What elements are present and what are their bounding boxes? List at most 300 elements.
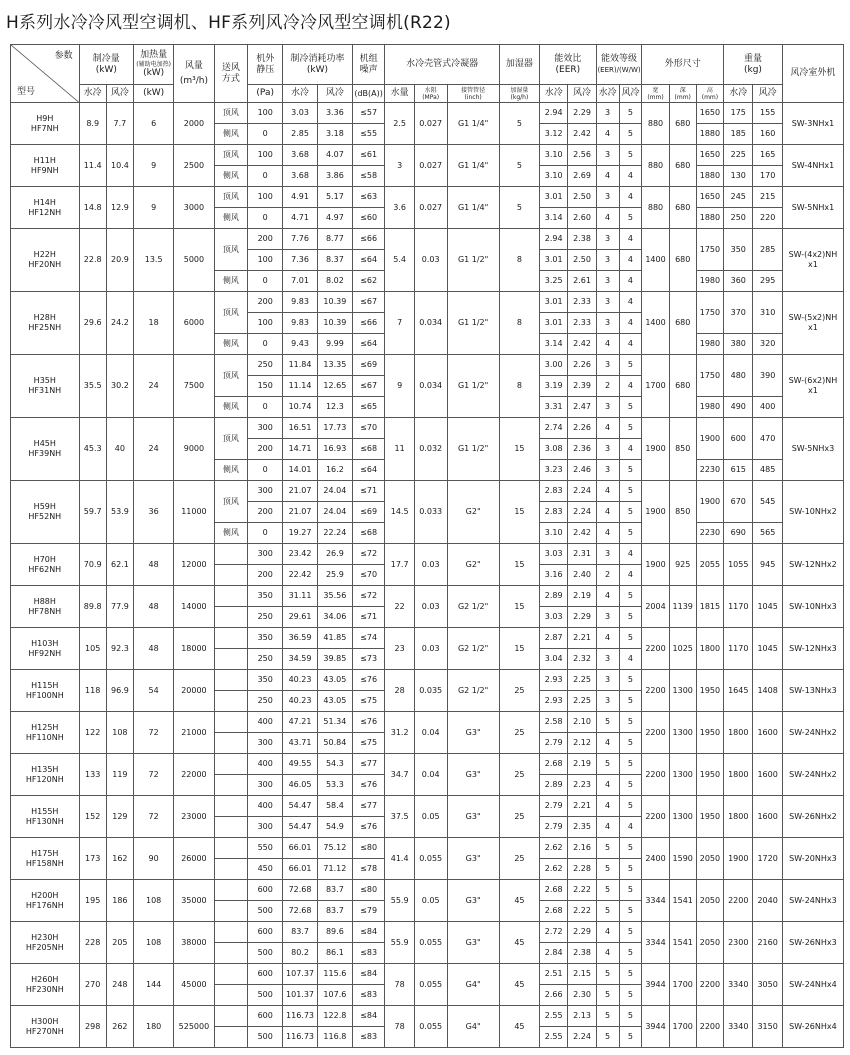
static-pressure-header: 机外 静压 <box>248 45 283 85</box>
table-row <box>11 838 844 859</box>
outdoor-unit-cell: SW-4NHx1 <box>782 145 843 187</box>
power-air-cell: 43.05 <box>317 691 352 712</box>
airflow-cell: 9000 <box>174 418 214 481</box>
eer-air-cell: 2.22 <box>568 901 596 922</box>
power-water-cell: 47.21 <box>283 712 318 733</box>
static-pressure-cell: 500 <box>248 1027 283 1048</box>
height-cell: 1750 <box>696 229 723 271</box>
cooling-water-cell: 133 <box>79 754 106 796</box>
power-water-cell: 36.59 <box>283 628 318 649</box>
grade-air-cell: 5 <box>619 880 642 901</box>
depth-cell: 1300 <box>669 670 696 712</box>
supply-mode-cell <box>214 859 248 880</box>
grade-air-cell: 4 <box>619 313 642 334</box>
power-header: 制冷消耗功率 (kW) <box>283 45 353 85</box>
eer-water-cell: 2.66 <box>540 985 568 1006</box>
cooling-air-header: 风冷 <box>106 85 133 103</box>
power-water-cell: 80.2 <box>283 943 318 964</box>
power-water-cell: 40.23 <box>283 670 318 691</box>
cooling-water-cell: 173 <box>79 838 106 880</box>
water-resistance-cell: 0.05 <box>414 796 447 838</box>
power-air-cell: 71.12 <box>317 859 352 880</box>
static-pressure-cell: 500 <box>248 985 283 1006</box>
noise-header: 机组 噪声 <box>352 45 385 85</box>
humidifier-cell: 45 <box>499 880 539 922</box>
weight-air-cell: 165 <box>753 145 782 166</box>
static-pressure-cell: 0 <box>248 397 283 418</box>
eer-air-cell: 2.24 <box>568 1027 596 1048</box>
static-pressure-cell: 200 <box>248 502 283 523</box>
eer-air-cell: 2.26 <box>568 355 596 376</box>
power-air-cell: 41.85 <box>317 628 352 649</box>
power-air-cell: 83.7 <box>317 901 352 922</box>
table-row <box>11 796 844 817</box>
power-air-cell: 58.4 <box>317 796 352 817</box>
depth-cell: 1541 <box>669 880 696 922</box>
supply-mode-cell <box>214 880 248 901</box>
grade-air-cell: 5 <box>619 481 642 502</box>
power-water-cell: 10.74 <box>283 397 318 418</box>
heating-cell: 48 <box>134 586 174 628</box>
power-air-header: 风冷 <box>317 85 352 103</box>
power-water-cell: 22.42 <box>283 565 318 586</box>
noise-cell: ≤68 <box>352 523 385 544</box>
pipe-size-cell: G4" <box>447 1006 499 1048</box>
eer-water-cell: 3.12 <box>540 124 568 145</box>
static-pressure-cell: 100 <box>248 145 283 166</box>
power-air-cell: 107.6 <box>317 985 352 1006</box>
weight-air-header: 风冷 <box>753 85 782 103</box>
supply-mode-cell: 侧风 <box>214 397 248 418</box>
water-flow-cell: 55.9 <box>385 880 414 922</box>
water-resistance-cell: 0.05 <box>414 880 447 922</box>
model-cell: H125H HF110NH <box>11 712 80 754</box>
grade-water-cell: 4 <box>596 208 619 229</box>
depth-cell: 680 <box>669 187 696 229</box>
airflow-cell: 45000 <box>174 964 214 1006</box>
power-water-cell: 54.47 <box>283 817 318 838</box>
grade-air-cell: 5 <box>619 1006 642 1027</box>
weight-air-cell: 545 <box>753 481 782 523</box>
grade-water-cell: 5 <box>596 838 619 859</box>
eer-air-cell: 2.33 <box>568 313 596 334</box>
weight-water-cell: 185 <box>724 124 753 145</box>
weight-water-cell: 1800 <box>724 796 753 838</box>
heating-cell: 48 <box>134 628 174 670</box>
power-water-cell: 14.01 <box>283 460 318 481</box>
eer-air-cell: 2.36 <box>568 439 596 460</box>
grade-water-cell: 4 <box>596 733 619 754</box>
model-cell: H14H HF12NH <box>11 187 80 229</box>
power-air-cell: 8.02 <box>317 271 352 292</box>
grade-air-cell: 5 <box>619 712 642 733</box>
eer-water-cell: 2.93 <box>540 670 568 691</box>
outdoor-unit-cell: SW-24NHx2 <box>782 712 843 754</box>
model-cell: H88H HF78NH <box>11 586 80 628</box>
grade-air-cell: 5 <box>619 796 642 817</box>
heating-cell: 54 <box>134 670 174 712</box>
airflow-cell: 14000 <box>174 586 214 628</box>
water-flow-cell: 41.4 <box>385 838 414 880</box>
outdoor-unit-cell: SW-(4x2)NH x1 <box>782 229 843 292</box>
power-water-header: 水冷 <box>283 85 318 103</box>
grade-water-cell: 4 <box>596 502 619 523</box>
eer-air-cell: 2.21 <box>568 796 596 817</box>
eer-water-cell: 3.23 <box>540 460 568 481</box>
noise-cell: ≤76 <box>352 712 385 733</box>
pipe-size-cell: G1 1/4" <box>447 103 499 145</box>
eer-water-cell: 2.83 <box>540 502 568 523</box>
power-water-cell: 116.73 <box>283 1006 318 1027</box>
noise-cell: ≤78 <box>352 859 385 880</box>
weight-air-cell: 215 <box>753 187 782 208</box>
noise-cell: ≤69 <box>352 502 385 523</box>
eer-air-cell: 2.13 <box>568 1006 596 1027</box>
supply-mode-header: 送风 方式 <box>214 45 248 103</box>
static-pressure-cell: 600 <box>248 964 283 985</box>
airflow-cell: 18000 <box>174 628 214 670</box>
pipe-size-cell: G1 1/2" <box>447 418 499 481</box>
static-pressure-cell: 300 <box>248 544 283 565</box>
power-water-cell: 16.51 <box>283 418 318 439</box>
model-cell: H103H HF92NH <box>11 628 80 670</box>
grade-air-cell: 4 <box>619 187 642 208</box>
outdoor-unit-cell: SW-(6x2)NH x1 <box>782 355 843 418</box>
power-air-cell: 10.39 <box>317 313 352 334</box>
heating-cell: 24 <box>134 355 174 418</box>
water-flow-cell: 5.4 <box>385 229 414 292</box>
grade-water-cell: 4 <box>596 166 619 187</box>
table-row <box>11 544 844 565</box>
noise-cell: ≤64 <box>352 250 385 271</box>
cooling-air-cell: 248 <box>106 964 133 1006</box>
static-pressure-cell: 300 <box>248 481 283 502</box>
static-pressure-cell: 250 <box>248 355 283 376</box>
power-air-cell: 8.77 <box>317 229 352 250</box>
eer-water-cell: 3.10 <box>540 166 568 187</box>
grade-air-cell: 4 <box>619 334 642 355</box>
supply-mode-cell <box>214 817 248 838</box>
power-water-cell: 116.73 <box>283 1027 318 1048</box>
noise-cell: ≤61 <box>352 145 385 166</box>
power-water-cell: 66.01 <box>283 859 318 880</box>
noise-cell: ≤67 <box>352 376 385 397</box>
noise-cell: ≤69 <box>352 355 385 376</box>
depth-cell: 1700 <box>669 1006 696 1048</box>
grade-air-cell: 5 <box>619 691 642 712</box>
cooling-water-cell: 59.7 <box>79 481 106 544</box>
weight-air-cell: 1720 <box>753 838 782 880</box>
supply-mode-cell <box>214 628 248 649</box>
table-row <box>11 1006 844 1027</box>
model-cell: H70H HF62NH <box>11 544 80 586</box>
model-cell: H200H HF176NH <box>11 880 80 922</box>
heating-cell: 18 <box>134 292 174 355</box>
noise-cell: ≤76 <box>352 775 385 796</box>
grade-water-cell: 5 <box>596 754 619 775</box>
power-air-cell: 24.04 <box>317 502 352 523</box>
grade-water-cell: 4 <box>596 628 619 649</box>
table-row <box>11 145 844 166</box>
power-air-cell: 3.86 <box>317 166 352 187</box>
grade-air-cell: 5 <box>619 859 642 880</box>
noise-cell: ≤72 <box>352 544 385 565</box>
eer-air-cell: 2.32 <box>568 649 596 670</box>
power-air-cell: 26.9 <box>317 544 352 565</box>
grade-water-cell: 3 <box>596 355 619 376</box>
cooling-water-cell: 152 <box>79 796 106 838</box>
height-cell: 1900 <box>696 418 723 460</box>
weight-water-cell: 480 <box>724 355 753 397</box>
eer-air-cell: 2.31 <box>568 544 596 565</box>
static-pressure-cell: 400 <box>248 712 283 733</box>
power-water-cell: 3.03 <box>283 103 318 124</box>
heating-cell: 108 <box>134 880 174 922</box>
eer-water-cell: 2.79 <box>540 796 568 817</box>
outdoor-unit-cell: SW-24NHx4 <box>782 964 843 1006</box>
water-resistance-cell: 0.04 <box>414 712 447 754</box>
cooling-air-cell: 30.2 <box>106 355 133 418</box>
water-resistance-cell: 0.035 <box>414 670 447 712</box>
power-water-cell: 14.71 <box>283 439 318 460</box>
height-cell: 1950 <box>696 754 723 796</box>
table-row <box>11 880 844 901</box>
weight-water-cell: 130 <box>724 166 753 187</box>
eer-water-cell: 2.68 <box>540 880 568 901</box>
power-air-cell: 43.05 <box>317 670 352 691</box>
width-cell: 2200 <box>642 712 669 754</box>
width-cell: 2200 <box>642 670 669 712</box>
power-water-cell: 49.55 <box>283 754 318 775</box>
eer-water-cell: 2.94 <box>540 229 568 250</box>
airflow-cell: 525000 <box>174 1006 214 1048</box>
model-cell: H11H HF9NH <box>11 145 80 187</box>
static-pressure-cell: 0 <box>248 523 283 544</box>
height-cell: 1980 <box>696 334 723 355</box>
eer-air-cell: 2.12 <box>568 733 596 754</box>
pipe-size-cell: G1 1/2" <box>447 292 499 355</box>
eer-air-cell: 2.24 <box>568 502 596 523</box>
water-flow-cell: 9 <box>385 355 414 418</box>
humidifier-cell: 25 <box>499 796 539 838</box>
noise-cell: ≤84 <box>352 922 385 943</box>
grade-water-cell: 3 <box>596 250 619 271</box>
model-cell: H260H HF230NH <box>11 964 80 1006</box>
noise-cell: ≤62 <box>352 271 385 292</box>
grade-air-cell: 4 <box>619 250 642 271</box>
weight-water-cell: 1800 <box>724 754 753 796</box>
grade-water-cell: 4 <box>596 481 619 502</box>
depth-cell: 680 <box>669 229 696 292</box>
static-pressure-cell: 600 <box>248 880 283 901</box>
heating-cell: 36 <box>134 481 174 544</box>
humidifier-cell: 45 <box>499 922 539 964</box>
heating-cell: 24 <box>134 418 174 481</box>
pipe-size-cell: G1 1/2" <box>447 355 499 418</box>
grade-water-cell: 5 <box>596 859 619 880</box>
humidifier-cell: 15 <box>499 628 539 670</box>
eer-air-cell: 2.15 <box>568 964 596 985</box>
supply-mode-cell <box>214 712 248 733</box>
power-water-cell: 54.47 <box>283 796 318 817</box>
noise-cell: ≤65 <box>352 397 385 418</box>
pipe-size-cell: G2 1/2" <box>447 628 499 670</box>
pipe-size-cell: G3" <box>447 838 499 880</box>
supply-mode-cell: 侧风 <box>214 208 248 229</box>
power-water-cell: 7.36 <box>283 250 318 271</box>
noise-cell: ≤75 <box>352 733 385 754</box>
heating-cell: 72 <box>134 796 174 838</box>
weight-air-cell: 295 <box>753 271 782 292</box>
depth-cell: 1300 <box>669 754 696 796</box>
cooling-air-cell: 92.3 <box>106 628 133 670</box>
eer-air-cell: 2.50 <box>568 187 596 208</box>
airflow-cell: 2500 <box>174 145 214 187</box>
eer-water-cell: 3.01 <box>540 313 568 334</box>
grade-air-cell: 4 <box>619 271 642 292</box>
cooling-water-cell: 45.3 <box>79 418 106 481</box>
static-pressure-cell: 350 <box>248 670 283 691</box>
grade-water-cell: 4 <box>596 943 619 964</box>
static-unit-header: (Pa) <box>248 85 283 103</box>
grade-air-cell: 4 <box>619 229 642 250</box>
weight-air-cell: 1408 <box>753 670 782 712</box>
outdoor-unit-header: 风冷室外机 <box>782 45 843 103</box>
noise-cell: ≤76 <box>352 817 385 838</box>
eer-air-cell: 2.29 <box>568 103 596 124</box>
height-cell: 1750 <box>696 292 723 334</box>
model-cell: H155H HF130NH <box>11 796 80 838</box>
height-cell: 1650 <box>696 187 723 208</box>
water-flow-cell: 28 <box>385 670 414 712</box>
eer-air-cell: 2.42 <box>568 523 596 544</box>
eer-air-cell: 2.25 <box>568 691 596 712</box>
grade-air-cell: 4 <box>619 439 642 460</box>
model-cell: H45H HF39NH <box>11 418 80 481</box>
supply-mode-cell: 侧风 <box>214 334 248 355</box>
outdoor-unit-cell: SW-(5x2)NH x1 <box>782 292 843 355</box>
eer-air-cell: 2.60 <box>568 208 596 229</box>
airflow-cell: 12000 <box>174 544 214 586</box>
condenser-header: 水冷壳管式冷凝器 <box>385 45 499 85</box>
model-cell: H115H HF100NH <box>11 670 80 712</box>
noise-unit-header: (dB(A)) <box>352 85 385 103</box>
cooling-air-cell: 119 <box>106 754 133 796</box>
width-cell: 1900 <box>642 481 669 544</box>
noise-cell: ≤83 <box>352 943 385 964</box>
power-water-cell: 43.71 <box>283 733 318 754</box>
grade-water-cell: 3 <box>596 607 619 628</box>
water-resistance-cell: 0.033 <box>414 481 447 544</box>
table-row <box>11 103 844 124</box>
supply-mode-cell: 顶风 <box>214 481 248 523</box>
grade-water-cell: 5 <box>596 1006 619 1027</box>
height-cell: 1880 <box>696 208 723 229</box>
water-flow-cell: 31.2 <box>385 712 414 754</box>
eer-air-cell: 2.29 <box>568 607 596 628</box>
dimensions-header: 外形尺寸 <box>642 45 724 85</box>
heating-cell: 9 <box>134 145 174 187</box>
power-air-cell: 116.8 <box>317 1027 352 1048</box>
supply-mode-cell <box>214 838 248 859</box>
eer-water-cell: 2.72 <box>540 922 568 943</box>
grade-air-cell: 5 <box>619 418 642 439</box>
power-air-cell: 5.17 <box>317 187 352 208</box>
grade-air-cell: 5 <box>619 733 642 754</box>
noise-cell: ≤66 <box>352 313 385 334</box>
eer-air-cell: 2.29 <box>568 922 596 943</box>
supply-mode-cell <box>214 670 248 691</box>
eer-water-cell: 2.93 <box>540 691 568 712</box>
eer-air-cell: 2.50 <box>568 250 596 271</box>
cooling-water-cell: 11.4 <box>79 145 106 187</box>
heating-cell: 9 <box>134 187 174 229</box>
noise-cell: ≤80 <box>352 880 385 901</box>
airflow-cell: 26000 <box>174 838 214 880</box>
weight-air-cell: 2160 <box>753 922 782 964</box>
power-water-cell: 21.07 <box>283 481 318 502</box>
static-pressure-cell: 250 <box>248 691 283 712</box>
grade-water-cell: 3 <box>596 649 619 670</box>
noise-cell: ≤63 <box>352 187 385 208</box>
height-cell: 1800 <box>696 628 723 670</box>
heating-unit-header: (kW) <box>134 85 174 103</box>
supply-mode-cell <box>214 586 248 607</box>
model-cell: H230H HF205NH <box>11 922 80 964</box>
pipe-size-cell: G1 1/2" <box>447 229 499 292</box>
static-pressure-cell: 600 <box>248 1006 283 1027</box>
static-pressure-cell: 400 <box>248 754 283 775</box>
height-cell: 1950 <box>696 796 723 838</box>
supply-mode-cell: 顶风 <box>214 187 248 208</box>
static-pressure-cell: 300 <box>248 733 283 754</box>
outdoor-unit-cell: SW-26NHx2 <box>782 796 843 838</box>
grade-air-cell: 5 <box>619 586 642 607</box>
supply-mode-cell <box>214 565 248 586</box>
weight-water-cell: 360 <box>724 271 753 292</box>
static-pressure-cell: 500 <box>248 943 283 964</box>
eer-air-cell: 2.47 <box>568 397 596 418</box>
height-cell: 1980 <box>696 271 723 292</box>
height-cell: 1900 <box>696 481 723 523</box>
eer-water-cell: 2.84 <box>540 943 568 964</box>
weight-air-cell: 1600 <box>753 754 782 796</box>
noise-cell: ≤75 <box>352 691 385 712</box>
depth-cell: 680 <box>669 292 696 355</box>
pipe-size-cell: G2" <box>447 481 499 544</box>
grade-water-cell: 5 <box>596 712 619 733</box>
depth-cell: 1700 <box>669 964 696 1006</box>
cooling-air-cell: 162 <box>106 838 133 880</box>
grade-water-cell: 3 <box>596 691 619 712</box>
grade-air-cell: 5 <box>619 670 642 691</box>
cooling-air-cell: 7.7 <box>106 103 133 145</box>
outdoor-unit-cell: SW-10NHx3 <box>782 586 843 628</box>
static-pressure-cell: 450 <box>248 859 283 880</box>
heating-cell: 180 <box>134 1006 174 1048</box>
eer-water-cell: 3.01 <box>540 187 568 208</box>
heating-cell: 6 <box>134 103 174 145</box>
water-resistance-cell: 0.03 <box>414 628 447 670</box>
noise-cell: ≤70 <box>352 565 385 586</box>
cooling-water-cell: 29.6 <box>79 292 106 355</box>
grade-air-cell: 4 <box>619 376 642 397</box>
humidifier-cell: 15 <box>499 544 539 586</box>
header-row-1 <box>11 45 844 85</box>
noise-cell: ≤83 <box>352 1027 385 1048</box>
cooling-air-cell: 53.9 <box>106 481 133 544</box>
eer-water-cell: 2.83 <box>540 481 568 502</box>
